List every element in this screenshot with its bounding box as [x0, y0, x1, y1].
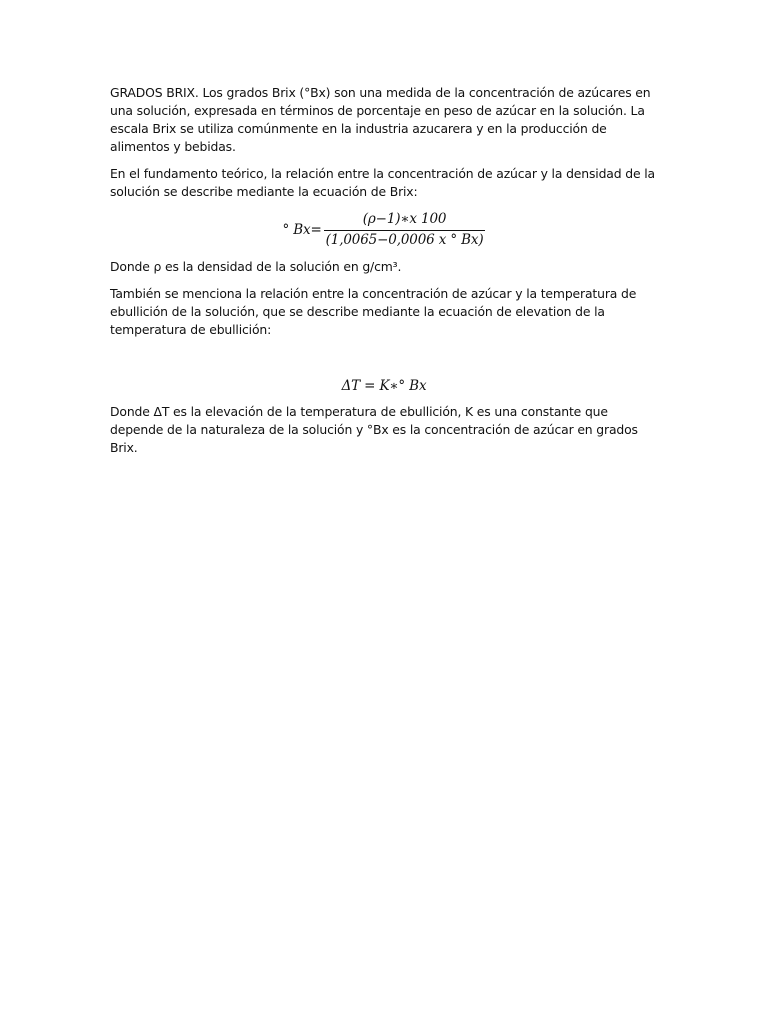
- document-page: [110, 84, 658, 466]
- paragraph-brix-equation-intro: En el fundamento teórico, la relación entre la concentración de azúcar y la densidad de la solución se describe mediante la ecuación de Brix:: [110, 166, 655, 199]
- paragraph-brix-definition: GRADOS BRIX. Los grados Brix (°Bx) son una medida de la concentración de azúcares en una solución, expresada en términos de porcentaje en peso de azúcar en la solución. La escala Brix se utiliza comúnmente en la industria azucarera y en la producción de alimentos y bebidas.: [110, 85, 651, 154]
- brix-equation-numerator: (ρ−1)∗x 100: [362, 211, 447, 227]
- paragraph-density-note: Donde ρ es la densidad de la solución en g/cm³.: [110, 259, 402, 274]
- paragraph-boiling-explanation: Donde ΔT es la elevación de la temperatura de ebullición, K es una constante que depende de la naturaleza de la solución y °Bx es la concentración de azúcar en grados Brix.: [110, 404, 638, 455]
- boiling-elevation-equation: ΔT = K∗° Bx: [341, 378, 427, 394]
- brix-equation-fraction: [324, 211, 486, 249]
- brix-equation-denominator: (1,0065−0,0006 x ° Bx): [325, 232, 484, 248]
- blank-line: [110, 348, 658, 376]
- paragraph-boiling-intro: También se menciona la relación entre la concentración de azúcar y la temperatura de ebullición de la solución, que se describe mediante la ecuación de elevation de la temperatura de ebullición:: [110, 286, 637, 337]
- brix-equation-lhs: ° Bx=: [282, 222, 322, 238]
- brix-equation: [110, 210, 658, 250]
